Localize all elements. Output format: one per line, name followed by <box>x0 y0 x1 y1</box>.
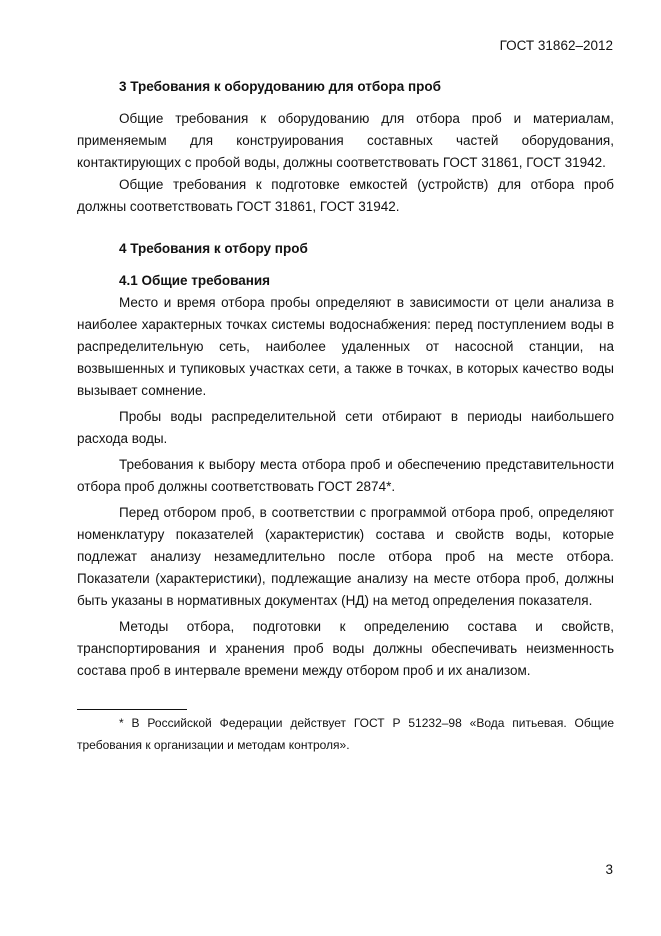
section-4-title: 4 Требования к отбору проб <box>119 241 308 256</box>
subsection-4-1-title: 4.1 Общие требования <box>119 273 271 288</box>
footnote-divider <box>77 709 187 710</box>
document-code: ГОСТ 31862–2012 <box>499 38 613 53</box>
document-body <box>77 76 614 682</box>
section-4-paragraph-4: Перед отбором проб, в соответствии с программой отбора проб, определяют номенклатуру показателей (характеристик) состава и свойств воды, которые подлежат анализу незамедлительно после отбора проб на месте отбора. Показатели (характеристики), подлежащие анализу на месте отбора проб, должны быть указаны в нормативных документах (НД) на метод определения показателя. <box>77 505 614 608</box>
section-4-paragraph-3: Требования к выбору места отбора проб и обеспечению представительности отбора проб должны соответствовать ГОСТ 2874*. <box>77 457 614 494</box>
section-4-paragraph-2: Пробы воды распределительной сети отбирают в периоды наибольшего расхода воды. <box>77 409 614 446</box>
page-number: 3 <box>605 862 613 877</box>
section-4-paragraph-1: Место и время отбора пробы определяют в зависимости от цели анализа в наиболее характерных точках системы водоснабжения: перед поступлением воды в распределительную сеть, наиболее удаленных от насосной станции, на возвышенных и тупиковых участках сети, а также в точках, в которых качество воды вызывает сомнение. <box>77 295 614 398</box>
section-3-paragraph-1: Общие требования к оборудованию для отбора проб и материалам, применяемым для конструирования составных частей оборудования, контактирующих с пробой воды, должны соответствовать ГОСТ 31861, ГОСТ 31942. <box>77 111 614 170</box>
section-4-paragraph-5: Методы отбора, подготовки к определению состава и свойств, транспортирования и хранения проб воды должны обеспечивать неизменность состава проб в интервале времени между отбором проб и их анализом. <box>77 619 614 678</box>
section-3-title: 3 Требования к оборудованию для отбора проб <box>119 79 441 94</box>
section-3-paragraph-2: Общие требования к подготовке емкостей (устройств) для отбора проб должны соответствовать ГОСТ 31861, ГОСТ 31942. <box>77 177 614 214</box>
footnote: * В Российской Федерации действует ГОСТ Р 51232–98 «Вода питьевая. Общие требования к организации и методам контроля». <box>77 716 614 752</box>
